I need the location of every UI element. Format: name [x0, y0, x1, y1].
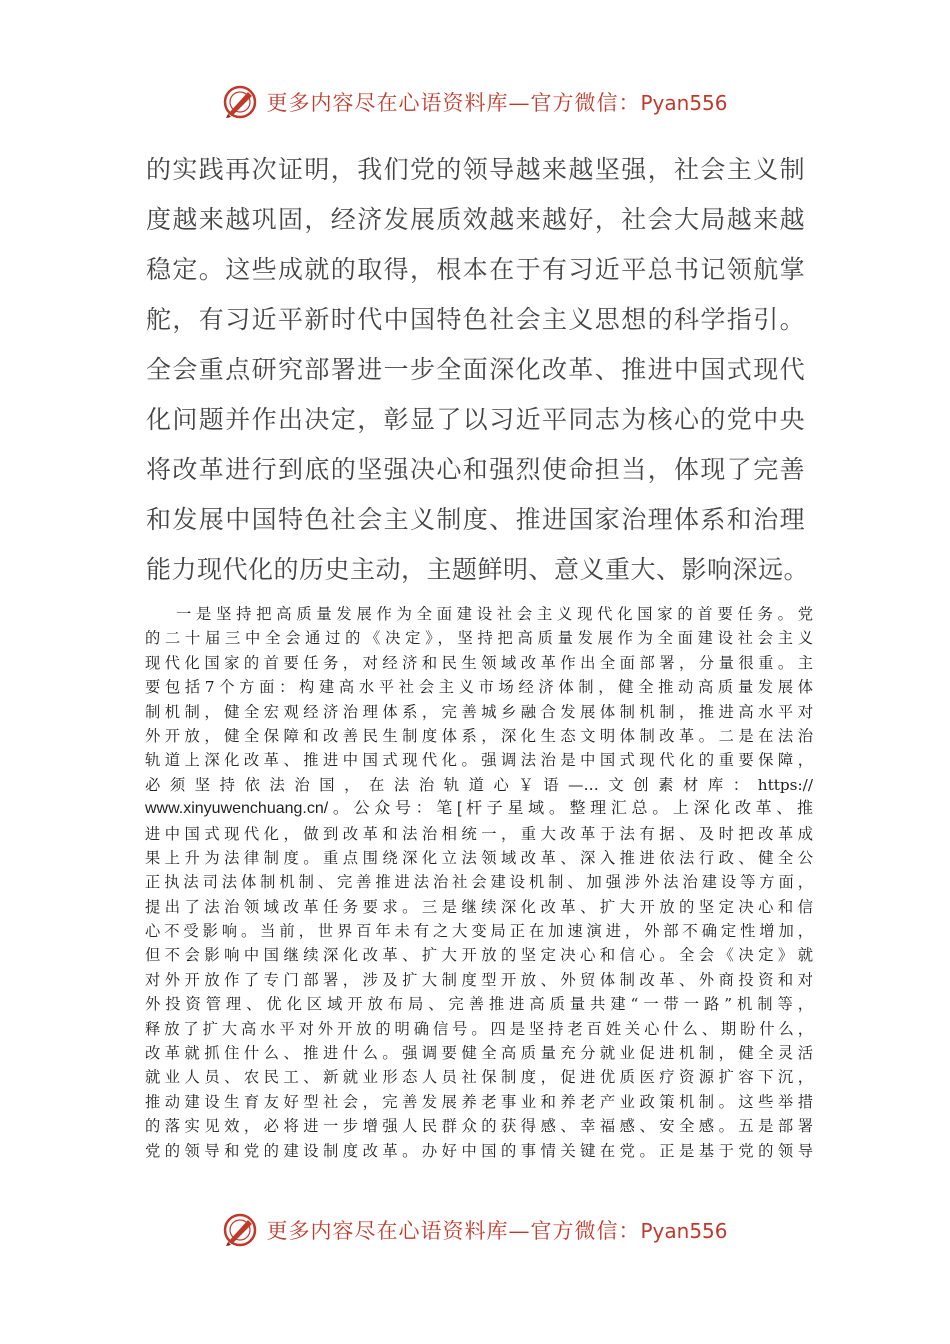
text-line: 改革就抓住什么、推进什么。强调要健全高质量充分就业促进机制，健全灵活: [145, 1044, 813, 1063]
footer-wechat-id: Pyan556: [640, 1219, 728, 1243]
header-wechat-id: Pyan556: [640, 91, 728, 115]
text-line: 提出了法治领域改革任务要求。三是继续深化改革、扩大开放的坚定决心和信: [145, 897, 813, 916]
text-line: 的二十届三中全会通过的《决定》，坚持把高质量发展作为全面建设社会主义: [145, 629, 813, 648]
header-banner-label: 更多内容尽在心语资料库—官方微信：: [266, 91, 641, 115]
text-line: 对外开放作了专门部署，涉及扩大制度型开放、外贸体制改革、外商投资和对: [145, 970, 813, 989]
text-line: 轨道上深化改革、推进中国式现代化。强调法治是中国式现代化的重要保障，: [145, 751, 813, 770]
text-line: 必须坚持依法治国，在法治轨道心￥语—…文创素材库：https://: [145, 775, 813, 794]
text-line: 的实践再次证明，我们党的领导越来越坚强，社会主义制: [146, 155, 807, 184]
pen-logo-icon: [222, 84, 258, 120]
text-line: 能力现代化的历史主动，主题鲜明、意义重大、影响深远。: [146, 555, 810, 584]
text-line: 心不受影响。当前，世界百年未有之大变局正在加速演进，外部不确定性增加，: [145, 922, 813, 941]
text-line: 党的领导和党的建设制度改革。办好中国的事情关键在党。正是基于党的领导: [145, 1141, 813, 1160]
text-line: 果上升为法律制度。重点围绕深化立法领域改革、深入推进依法行政、健全公: [145, 848, 813, 867]
text-line: 推动建设生育友好型社会，完善发展养老事业和养老产业政策机制。这些举措: [145, 1092, 813, 1111]
text-line: 舵，有习近平新时代中国特色社会主义思想的科学指引。: [146, 305, 807, 334]
text-line: 制机制，健全宏观经济治理体系，完善城乡融合发展体制机制，推进高水平对: [145, 702, 813, 721]
text-line: 外开放，健全保障和改善民生制度体系，深化生态文明体制改革。二是在法治: [145, 726, 813, 745]
large-paragraph: [146, 145, 810, 595]
footer-banner-label: 更多内容尽在心语资料库—官方微信：: [266, 1219, 641, 1243]
text-line: 外投资管理、优化区域开放布局、完善推进高质量共建“一带一路”机制等，: [145, 995, 813, 1014]
text-line: 一是坚持把高质量发展作为全面建设社会主义现代化国家的首要任务。党: [176, 605, 813, 623]
header-banner-text: [266, 87, 727, 117]
text-line: 要包括7个方面：构建高水平社会主义市场经济体制，健全推动高质量发展体: [145, 678, 813, 697]
pen-logo-icon: [222, 1212, 258, 1248]
text-line: 全会重点研究部署进一步全面深化改革、推进中国式现代: [146, 355, 807, 384]
text-line: 稳定。这些成就的取得，根本在于有习近平总书记领航掌: [146, 255, 807, 284]
text-line: 现代化国家的首要任务，对经济和民生领域改革作出全面部署，分量很重。主: [145, 653, 813, 672]
footer-banner-text: [266, 1215, 727, 1245]
text-line: 正执法司法体制机制、完善推进法治社会建设机制、加强涉外法治建设等方面，: [145, 873, 813, 892]
text-line: 和发展中国特色社会主义制度、推进国家治理体系和治理: [146, 505, 807, 534]
text-line: 但不会影响中国继续深化改革、扩大开放的坚定决心和信心。全会《决定》就: [145, 946, 813, 965]
text-line: 的落实见效，必将进一步增强人民群众的获得感、幸福感、安全感。五是部署: [145, 1117, 813, 1136]
text-line: 将改革进行到底的坚强决心和强烈使命担当，体现了完善: [146, 455, 807, 484]
text-line: 化问题并作出决定，彰显了以习近平同志为核心的党中央: [146, 405, 807, 434]
text-line: 释放了扩大高水平对外开放的明确信号。四是坚持老百姓关心什么、期盼什么，: [145, 1019, 813, 1038]
header-banner: [0, 80, 950, 124]
text-line: www.xinyuwenchuang.cn/。公众号：笔[杆子星域。整理汇总。上深化改革、推: [145, 800, 813, 818]
small-paragraph: [145, 602, 813, 1163]
footer-banner: [0, 1208, 950, 1252]
text-line: 就业人员、农民工、新就业形态人员社保制度，促进优质医疗资源扩容下沉，: [145, 1068, 813, 1087]
text-line: 度越来越巩固，经济发展质效越来越好，社会大局越来越: [146, 205, 807, 234]
text-line: 进中国式现代化，做到改革和法治相统一，重大改革于法有据、及时把改革成: [145, 824, 813, 843]
